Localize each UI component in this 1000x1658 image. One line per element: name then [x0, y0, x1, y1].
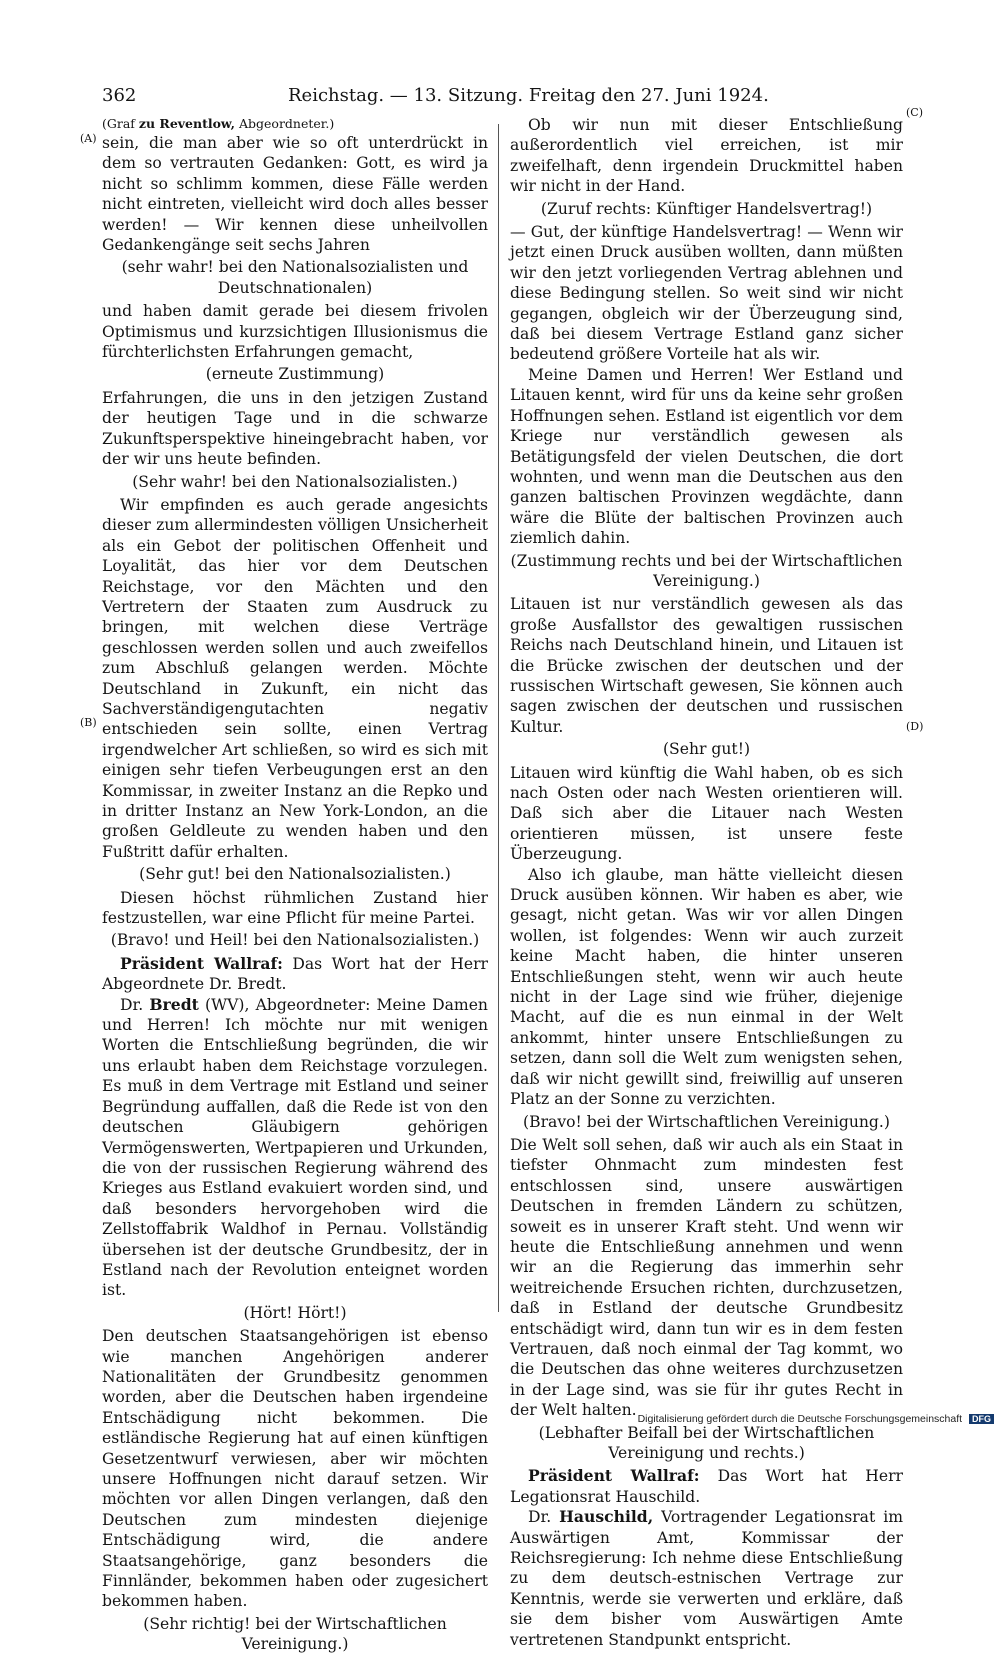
- interjection: (Lebhafter Beifall bei der Wirtschaftlichen Vereinigung und rechts.): [538, 1423, 875, 1462]
- interjection: (Zustimmung rechts und bei der Wirtschaftlichen Vereinigung.): [510, 551, 903, 590]
- speech-paragraph: Litauen wird künftig die Wahl haben, ob es sich nach Osten oder nach Westen orientieren will. Daß sich aber die Litauer nach Westen orientieren müssen, ist unsere feste Überzeugung.: [510, 763, 903, 864]
- speaker-name: Bredt: [149, 994, 199, 1014]
- note-text: Abgeordneter.): [235, 116, 335, 131]
- speaker-continuation-note: [102, 115, 488, 133]
- interjection: (Bravo! und Heil! bei den Nationalsozialisten.): [110, 931, 480, 950]
- interjection: (Sehr gut! bei den Nationalsozialisten.): [139, 865, 451, 884]
- speech-paragraph: und haben damit gerade bei diesem frivolen Optimismus und kurzsichtigen Illusionismus die fürchterlichsten Erfahrungen gemacht,: [102, 302, 488, 362]
- speech-paragraph: Ob wir nun mit dieser Entschließung außerordentlich viel erreichen, ist mir zweifelhaft, denn irgendein Druckmittel haben wir nicht in der Hand.: [510, 116, 903, 196]
- interjection: (Sehr richtig! bei der Wirtschaftlichen Vereinigung.): [143, 1614, 447, 1654]
- dfg-logo: DFG: [969, 1414, 994, 1424]
- speech-paragraph: Also ich glaube, man hätte vielleicht diesen Druck ausüben können. Wir haben es aber, wie gesagt, nicht getan. Was wir vor allen Dingen wollen, ist folgendes: Wenn wir auch zurzeit keine Macht haben, die hinter unseren Entschließungen steht, wenn wir auch heute nicht in der Lage sind wie früher, diejenige Macht, auf die es nun einmal in der Welt ankommt, hinter unsere Entschließungen zu setzen, dann soll die Welt zum wenigsten sehen, daß wir nicht gewillt sind, freiwillig auf unseren Platz an der Sonne zu verzichten.: [510, 865, 903, 1109]
- speech-paragraph: Den deutschen Staatsangehörigen ist ebenso wie manchen Angehörigen anderer Nationalitäten der Grundbesitz genommen worden, aber die Deutschen haben irgendeine Entschädigung nicht bekommen. Die estländische Regierung hat auf einen künftigen Gesetzentwurf verwiesen, aber wir möchten unsere Hoffnungen nicht darauf setzen. Wir möchten vor allen Dingen verlangen, daß den Deutschen zum mindesten diejenige Entschädigung wird, die andere Staatsangehörige, ganz besonders die Finnländer, bekommen haben oder zugesichert bekommen haben.: [102, 1327, 488, 1611]
- interjection: (erneute Zustimmung): [205, 365, 385, 384]
- speech-paragraph: — Gut, der künftige Handelsvertrag! — Wenn wir jetzt einen Druck ausüben wollten, dann müßten wir den jetzt vorliegenden Vertrag ablehnen und diese Bedingung stellen. So weit sind wir nicht gegangen, obgleich wir der Überzeugung sind, daß bei diesem Vertrage Estland ganz sicher bedeutend größere Vorteile hat als wir.: [510, 223, 903, 364]
- speaker-title: Dr.: [120, 995, 150, 1014]
- speaker-title: Dr.: [528, 1508, 560, 1527]
- margin-mark-d: (D): [906, 720, 924, 733]
- running-title: Reichstag. — 13. Sitzung. Freitag den 27. Juni 1924.: [288, 85, 769, 106]
- speech-text: Vortragender Legationsrat im Auswärtigen Amt, Kommissar der Reichsregierung: Ich nehme diese Entschließung zu dem deutsch-estnischen Vertrage zur Kenntnis, werde sie verwerten und erkläre, daß sie dem bisher vom Auswärtigen Amte vertretenen Standpunkt entspricht.: [510, 1508, 903, 1649]
- speaker-paragraph: [510, 1507, 903, 1650]
- margin-mark-b: (B): [80, 716, 97, 729]
- footer-credit: Digitalisierung gefördert durch die Deutsche Forschungsgemeinschaft: [637, 1413, 963, 1425]
- speaker-name: Präsident Wallraf:: [528, 1466, 700, 1486]
- speaker-name: Hauschild,: [559, 1507, 654, 1527]
- speech-text: Das Wort hat der Herr Abgeordnete Dr. Bredt.: [102, 954, 489, 994]
- speaker-paragraph: [510, 1466, 903, 1507]
- interjection: (Sehr gut!): [662, 740, 751, 759]
- footer: [638, 1413, 994, 1425]
- interjection: (Bravo! bei der Wirtschaftlichen Vereinigung.): [523, 1112, 890, 1131]
- speech-paragraph: Meine Damen und Herren! Wer Estland und Litauen kennt, wird für uns da keine sehr großen Hoffnungen sehen. Estland ist eigentlich vor dem Kriege nur verständlich gewesen als Betätigungsfeld der vielen Deutschen, die dort wohnten, und wenn man die Deutschen aus den ganzen baltischen Provinzen wegdächte, dann wäre die Blüte der baltischen Provinzen auch ziemlich dahin.: [510, 365, 903, 548]
- margin-mark-c: (C): [906, 106, 923, 119]
- speech-paragraph: Litauen ist nur verständlich gewesen als das große Ausfallstor des gewaltigen russischen Reichs nach Deutschland hinein, und Litauen ist die Brücke zwischen der deutschen und der russischen Wirtschaft gewesen, Sie können auch sagen zwischen der deutschen und russischen Kultur.: [510, 595, 903, 736]
- speaker-name: zu Reventlow,: [138, 116, 236, 131]
- speech-text: Das Wort hat Herr Legationsrat Hauschild.: [510, 1467, 903, 1506]
- interjection: (Hört! Hört!): [243, 1303, 347, 1322]
- speaker-paragraph: [102, 954, 488, 995]
- interjection: (sehr wahr! bei den Nationalsozialisten und Deutschnationalen): [121, 258, 469, 297]
- speaker-paragraph: [102, 995, 488, 1301]
- interjection: (Sehr wahr! bei den Nationalsozialisten.): [132, 472, 458, 491]
- speech-paragraph: Diesen höchst rühmlichen Zustand hier festzustellen, war eine Pflicht für meine Partei.: [102, 888, 488, 928]
- speech-text: (WV), Abgeordneter: Meine Damen und Herren! Ich möchte nur mit wenigen Worten die Entschließung begründen, die wir uns erlaubt haben dem Reichstage vorzulegen. Es muß in dem Vertrage mit Estland und seiner Begründung auffallen, daß die Rede ist von den deutschen Gläubigern gehörigen Vermögenswerten, Wertpapieren und Urkunden, die von der russischen Regierung während des Krieges aus Estland evakuiert worden sind, und daß besonders hervorgehoben wird die Zellstoffabrik Waldhof in Pernau. Vollständig übersehen ist der deutsche Grundbesitz, der in Estland nach der Revolution enteignet worden ist.: [102, 995, 488, 1300]
- page-header: [98, 85, 906, 111]
- note-text: (Graf: [102, 116, 139, 131]
- speech-paragraph: sein, die man aber wie so oft unterdrückt in dem so vertrauten Gedanken: Gott, es wird ja nicht so schlimm kommen, diese Fälle werden nicht eintreten, vielleicht wird doch alles besser werden! — Wir kennen diese unheilvollen Gedankengänge seit sechs Jahren: [102, 134, 488, 255]
- speech-paragraph: Wir empfinden es auch gerade angesichts dieser zum allermindesten völligen Unsicherheit als ein Gebot der politischen Offenheit und Loyalität, das hier vor dem Deutschen Reichstage, vor den Mächten und den Vertretern der Staaten zum Ausdruck zu bringen, mit welchen diese Verträge geschlossen werden sollen und auch zweifellos zum Abschluß gelangen werden. Möchte Deutschland in Zukunft, ein nicht das Sachverständigengutachten negativ entschieden sein sollte, einen Vertrag irgendwelcher Art schließen, so wird es sich mit einigen sehr tiefen Verbeugungen erst an den Kommissar, in zweiter Instanz an die Repko und in dritter Instanz an New York-London, an die großen Geldleute zu wenden haben und den Fußtritt dafür erhalten.: [102, 495, 488, 861]
- column-divider: [498, 124, 499, 1312]
- left-column: [102, 115, 488, 1658]
- speech-paragraph: Die Welt soll sehen, daß wir auch als ein Staat in tiefster Ohnmacht zum mindesten fest entschlossen sind, unsere auswärtigen Deutschen in fremden Ländern zu schützen, soweit es in unserer Kraft steht. Und wenn wir heute die Entschließung annehmen und wenn wir an die Regierung das immerhin sehr weitreichende Ersuchen richten, durchzusetzen, daß in Estland der deutsche Grundbesitz entschädigt wird, dann tun wir es in dem festen Vertrauen, daß noch einmal der Tag kommt, wo die Deutschen das ohne weiteres durchzusetzen in der Lage sind, was sie für ihr gutes Recht in der Welt halten.: [510, 1135, 903, 1420]
- speaker-name: Präsident Wallraf:: [120, 953, 283, 973]
- margin-mark-a: (A): [80, 132, 97, 145]
- interjection: (Zuruf rechts: Künftiger Handelsvertrag!): [540, 199, 873, 218]
- page-number: 362: [102, 85, 137, 106]
- speech-paragraph: Erfahrungen, die uns in den jetzigen Zustand der heutigen Tage und in die schwarze Zukunftsperspektive hineingebracht haben, vor der wir uns heute befinden.: [102, 388, 488, 469]
